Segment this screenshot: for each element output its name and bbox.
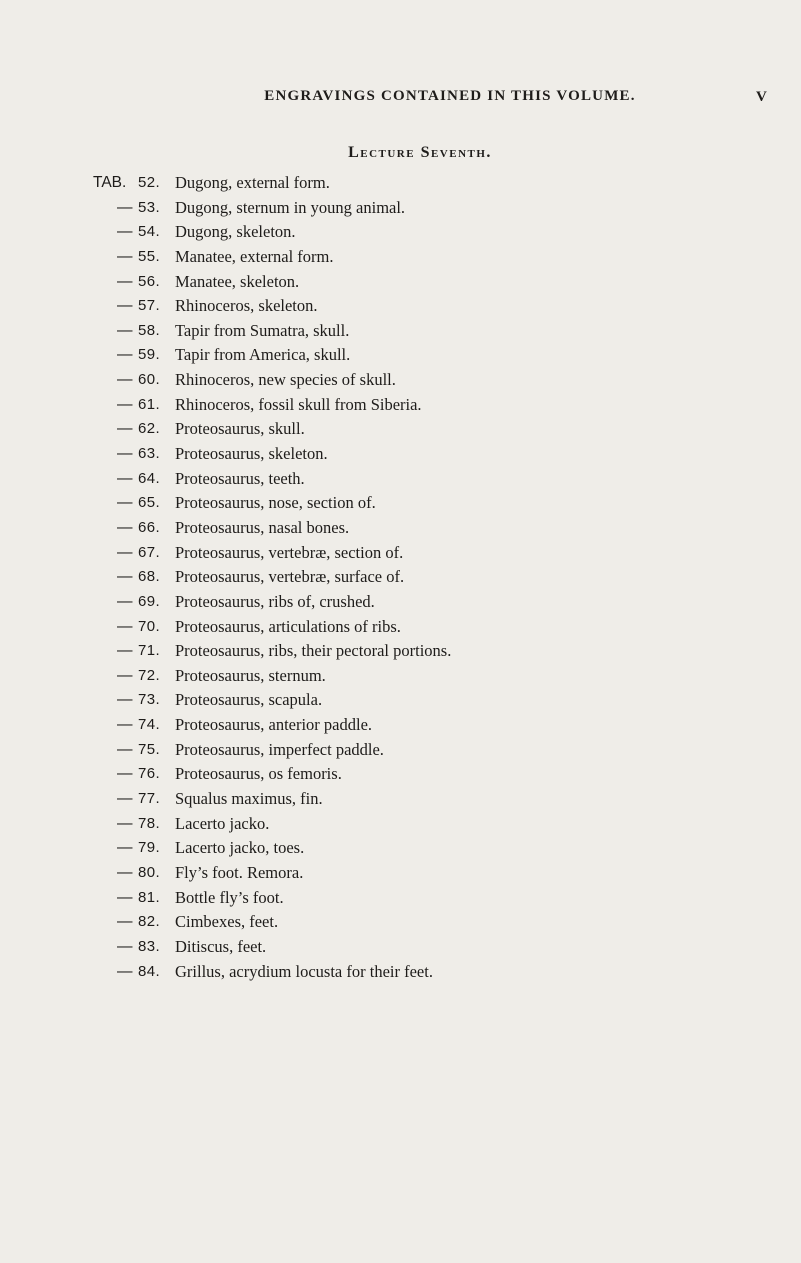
plate-number: 81. — [138, 888, 161, 906]
plate-description: Proteosaurus, nasal bones. — [175, 517, 350, 537]
ditto-dash: — — [117, 543, 133, 561]
list-item — [0, 738, 801, 763]
list-item — [0, 935, 801, 960]
plate-description: Tapir from America, skull. — [175, 345, 351, 365]
plate-number: 57. — [138, 297, 161, 315]
list-item — [0, 393, 801, 418]
engravings-list — [0, 171, 801, 984]
ditto-dash: — — [117, 790, 133, 808]
plate-number: 64. — [138, 469, 161, 487]
plate-number: 71. — [138, 642, 161, 660]
ditto-dash: — — [117, 937, 133, 955]
ditto-dash: — — [117, 223, 133, 241]
page-number: V — [756, 89, 767, 105]
ditto-dash: — — [117, 617, 133, 635]
list-item — [0, 442, 801, 467]
ditto-dash: — — [117, 272, 133, 290]
plate-number: 84. — [138, 962, 161, 980]
ditto-dash: — — [117, 445, 133, 463]
plate-number: 52. — [138, 174, 161, 191]
ditto-dash: — — [117, 247, 133, 265]
ditto-dash: — — [117, 568, 133, 586]
list-item — [0, 812, 801, 837]
section-title: Lecture Seventh. — [348, 144, 492, 161]
plate-number: 82. — [138, 913, 161, 931]
plate-description: Proteosaurus, skeleton. — [175, 444, 328, 464]
plate-number: 83. — [138, 937, 161, 955]
plate-description: Proteosaurus, anterior paddle. — [175, 715, 373, 735]
plate-description: Proteosaurus, vertebræ, surface of. — [175, 567, 405, 587]
running-head: ENGRAVINGS CONTAINED IN THIS VOLUME. — [264, 88, 636, 104]
list-item — [0, 861, 801, 886]
ditto-dash: — — [117, 888, 133, 906]
plate-number: 73. — [138, 691, 161, 709]
list-item — [0, 270, 801, 295]
plate-description: Proteosaurus, scapula. — [175, 690, 323, 710]
ditto-dash: — — [117, 420, 133, 438]
ditto-dash: — — [117, 716, 133, 734]
ditto-dash: — — [117, 494, 133, 512]
plate-number: 70. — [138, 617, 161, 635]
list-item — [0, 886, 801, 911]
ditto-dash: — — [117, 642, 133, 660]
list-item — [0, 960, 801, 985]
list-item — [0, 565, 801, 590]
ditto-dash: — — [117, 863, 133, 881]
ditto-dash: — — [117, 740, 133, 758]
list-item — [0, 319, 801, 344]
plate-number: 63. — [138, 445, 161, 463]
plate-description: Fly’s foot. Remora. — [175, 862, 304, 882]
ditto-dash: — — [117, 297, 133, 315]
list-item — [0, 664, 801, 689]
plate-number: 62. — [138, 420, 161, 438]
list-item — [0, 688, 801, 713]
list-item — [0, 171, 801, 196]
list-item — [0, 220, 801, 245]
ditto-dash: — — [117, 839, 133, 857]
list-item — [0, 713, 801, 738]
plate-number: 77. — [138, 790, 161, 808]
plate-description: Cimbexes, feet. — [175, 912, 279, 932]
plate-number: 56. — [138, 272, 161, 290]
plate-description: Proteosaurus, os femoris. — [175, 764, 342, 784]
plate-number: 61. — [138, 395, 161, 413]
ditto-dash: — — [117, 962, 133, 980]
plate-description: Lacerto jacko, toes. — [175, 838, 305, 858]
list-item — [0, 368, 801, 393]
list-item — [0, 541, 801, 566]
plate-description: Manatee, skeleton. — [175, 271, 300, 291]
plate-number: 78. — [138, 814, 161, 832]
plate-number: 75. — [138, 740, 161, 758]
list-item — [0, 639, 801, 664]
plate-number: 76. — [138, 765, 161, 783]
plate-number: 72. — [138, 666, 161, 684]
plate-description: Proteosaurus, vertebræ, section of. — [175, 542, 404, 562]
list-item — [0, 294, 801, 319]
plate-description: Proteosaurus, teeth. — [175, 468, 305, 488]
list-item — [0, 417, 801, 442]
tab-label: TAB. — [93, 174, 127, 191]
plate-description: Bottle fly’s foot. — [175, 887, 284, 907]
list-item — [0, 491, 801, 516]
plate-number: 54. — [138, 223, 161, 241]
plate-description: Proteosaurus, imperfect paddle. — [175, 739, 384, 759]
plate-number: 58. — [138, 321, 161, 339]
list-item — [0, 836, 801, 861]
plate-description: Rhinoceros, fossil skull from Siberia. — [175, 394, 422, 414]
ditto-dash: — — [117, 395, 133, 413]
plate-number: 60. — [138, 371, 161, 389]
plate-number: 68. — [138, 568, 161, 586]
ditto-dash: — — [117, 321, 133, 339]
plate-description: Tapir from Sumatra, skull. — [175, 320, 350, 340]
plate-description: Grillus, acrydium locusta for their feet. — [175, 961, 433, 981]
list-item — [0, 590, 801, 615]
plate-description: Dugong, sternum in young animal. — [175, 197, 406, 217]
plate-number: 65. — [138, 494, 161, 512]
plate-description: Proteosaurus, articulations of ribs. — [175, 616, 401, 636]
plate-description: Dugong, skeleton. — [175, 222, 296, 242]
ditto-dash: — — [117, 371, 133, 389]
ditto-dash: — — [117, 814, 133, 832]
plate-description: Rhinoceros, skeleton. — [175, 296, 318, 316]
plate-number: 59. — [138, 346, 161, 364]
plate-number: 74. — [138, 716, 161, 734]
ditto-dash: — — [117, 518, 133, 536]
ditto-dash: — — [117, 913, 133, 931]
list-item — [0, 516, 801, 541]
list-item — [0, 762, 801, 787]
list-item — [0, 467, 801, 492]
list-item — [0, 245, 801, 270]
plate-description: Lacerto jacko. — [175, 813, 270, 833]
plate-number: 66. — [138, 518, 161, 536]
plate-number: 69. — [138, 592, 161, 610]
list-item — [0, 787, 801, 812]
list-item — [0, 615, 801, 640]
plate-description: Proteosaurus, skull. — [175, 419, 305, 439]
ditto-dash: — — [117, 592, 133, 610]
ditto-dash: — — [117, 346, 133, 364]
plate-description: Squalus maximus, fin. — [175, 789, 323, 809]
plate-description: Dugong, external form. — [175, 173, 330, 192]
ditto-dash: — — [117, 198, 133, 216]
plate-description: Ditiscus, feet. — [175, 936, 267, 956]
ditto-dash: — — [117, 765, 133, 783]
list-item — [0, 343, 801, 368]
plate-description: Proteosaurus, nose, section of. — [175, 493, 376, 513]
plate-number: 67. — [138, 543, 161, 561]
plate-description: Proteosaurus, sternum. — [175, 665, 326, 685]
plate-description: Manatee, external form. — [175, 246, 334, 266]
plate-number: 53. — [138, 198, 161, 216]
list-item — [0, 196, 801, 221]
plate-number: 80. — [138, 863, 161, 881]
plate-description: Proteosaurus, ribs, their pectoral portions. — [175, 641, 452, 661]
ditto-dash: — — [117, 666, 133, 684]
ditto-dash: — — [117, 691, 133, 709]
list-item — [0, 910, 801, 935]
plate-description: Proteosaurus, ribs of, crushed. — [175, 591, 375, 611]
plate-number: 79. — [138, 839, 161, 857]
plate-description: Rhinoceros, new species of skull. — [175, 370, 396, 390]
plate-number: 55. — [138, 247, 161, 265]
ditto-dash: — — [117, 469, 133, 487]
